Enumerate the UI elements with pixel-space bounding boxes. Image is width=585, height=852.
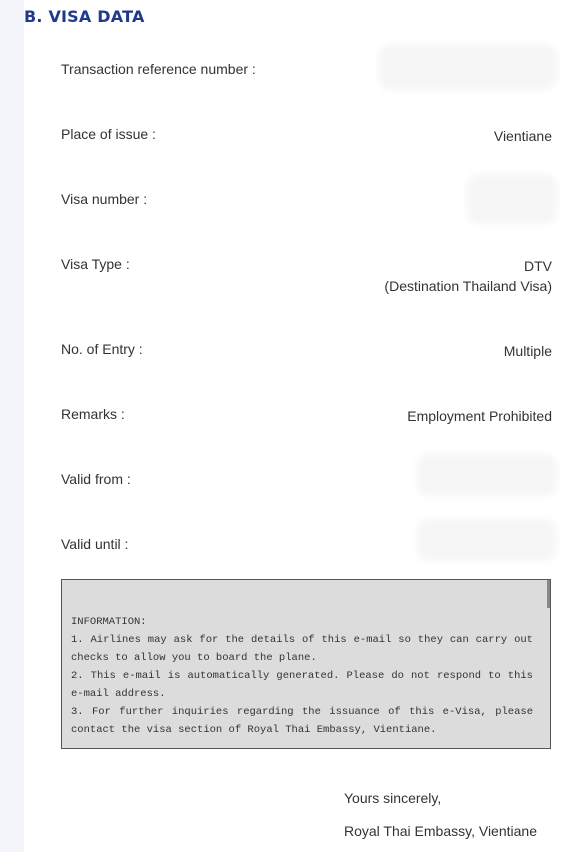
scrollbar-thumb[interactable] xyxy=(547,580,550,608)
field-value: Multiple xyxy=(503,343,552,359)
field-value: Employment Prohibited xyxy=(407,408,552,424)
redacted-value xyxy=(384,49,552,85)
field-label: Visa Type : xyxy=(61,256,130,272)
visa-type-code: DTV xyxy=(524,258,552,274)
field-label: Transaction reference number : xyxy=(61,61,256,77)
field-label: Visa number : xyxy=(61,191,148,207)
redacted-value xyxy=(422,459,552,491)
information-item: 3. For further inquiries regarding the issuance of this e-Visa, please contact the visa section of Royal Thai Embassy, Vientiane. xyxy=(71,706,533,736)
field-label: Valid from : xyxy=(61,471,131,487)
field-label: Place of issue : xyxy=(61,126,156,142)
field-label: Remarks : xyxy=(61,406,125,422)
field-value xyxy=(384,256,552,296)
information-box xyxy=(61,579,551,749)
field-value: Vientiane xyxy=(493,128,552,144)
information-title: INFORMATION: xyxy=(71,616,147,628)
information-item: 1. Airlines may ask for the details of this e-mail so they can carry out checks to allow you to board the plane. xyxy=(71,634,533,664)
redacted-value xyxy=(472,179,552,219)
field-label: No. of Entry : xyxy=(61,341,143,357)
closing-salutation: Yours sincerely, xyxy=(344,790,442,806)
signature-line: Royal Thai Embassy, Vientiane xyxy=(344,823,537,839)
redacted-value xyxy=(422,524,552,556)
information-list xyxy=(71,631,533,739)
visa-type-description: (Destination Thailand Visa) xyxy=(384,278,552,294)
section-title: B. VISA DATA xyxy=(24,7,145,26)
field-label: Valid until : xyxy=(61,536,129,552)
information-item: 2. This e-mail is automatically generated. Please do not respond to this e-mail address. xyxy=(71,670,533,700)
left-margin-strip xyxy=(0,0,24,852)
